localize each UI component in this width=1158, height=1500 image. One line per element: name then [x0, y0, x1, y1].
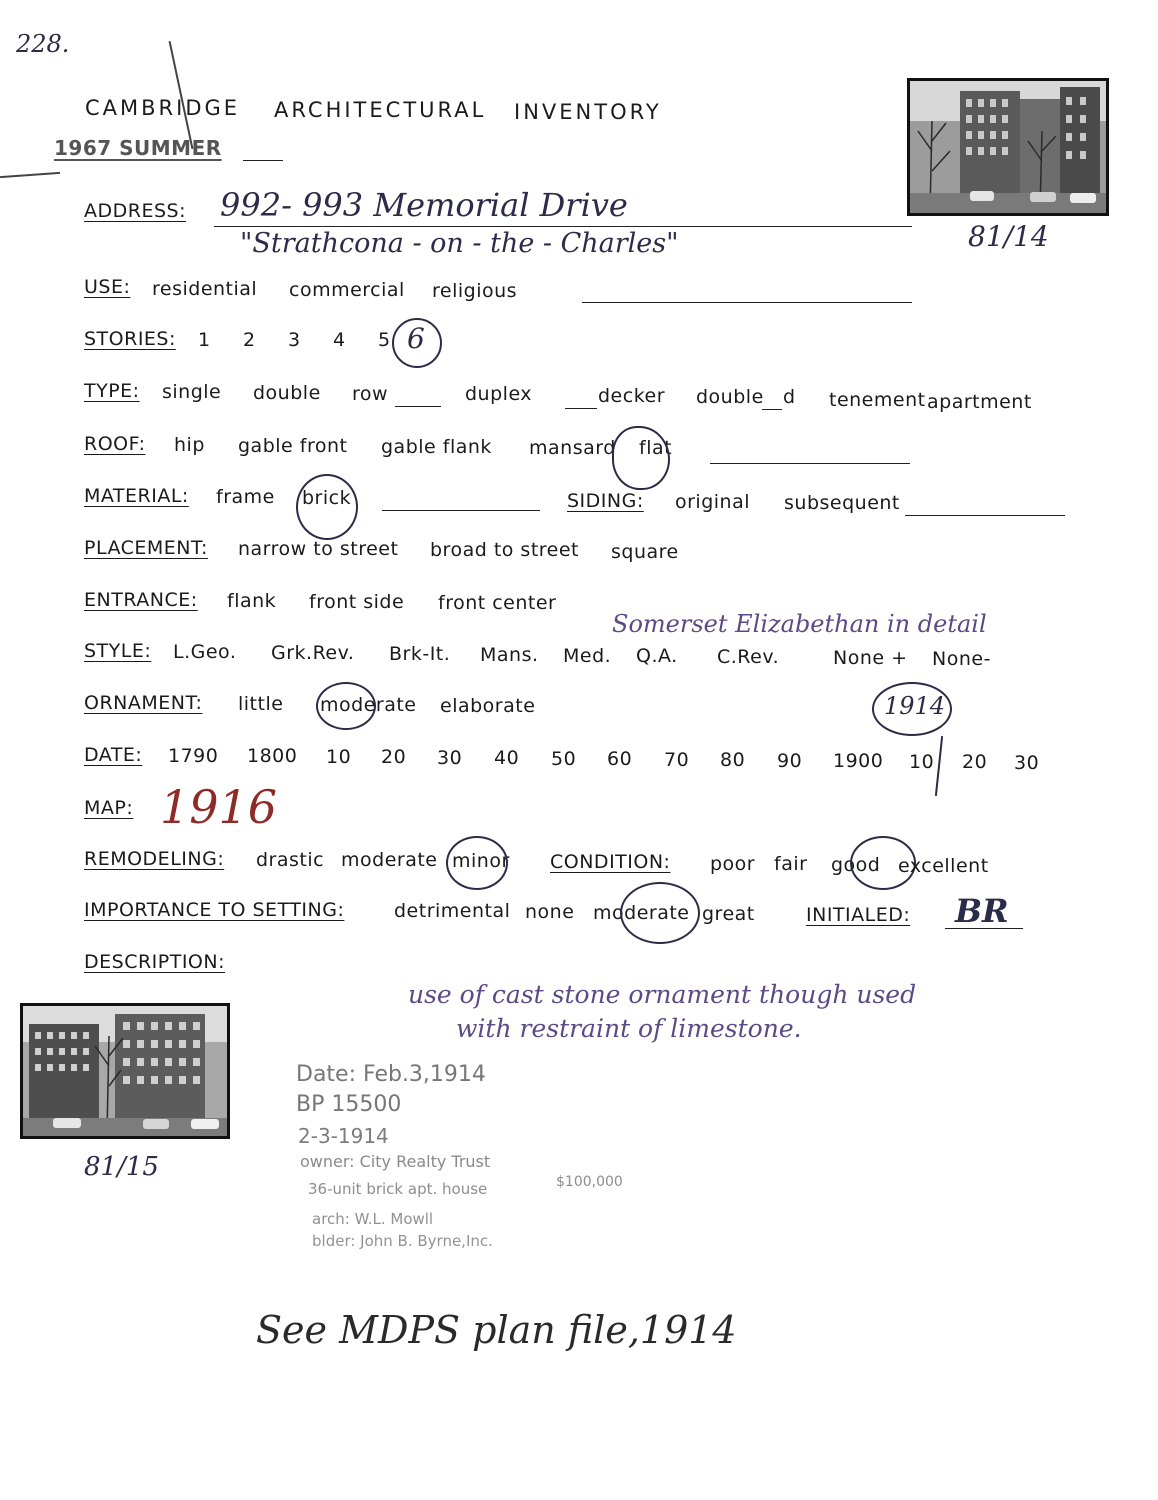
building-name: "Strathcona - on - the - Charles": [240, 228, 679, 259]
date-option: 30: [1014, 752, 1040, 774]
entrance-option: flank: [227, 590, 277, 612]
date-option: 50: [551, 748, 577, 770]
remodeling-label: REMODELING:: [84, 848, 225, 870]
form-title-left: CAMBRIDGE: [85, 96, 241, 120]
date-option: 20: [381, 746, 407, 768]
date-option: 1900: [833, 750, 884, 772]
ornament-label: ORNAMENT:: [84, 692, 203, 714]
style-label: STYLE:: [84, 640, 152, 662]
date-option: 10: [326, 746, 352, 768]
stories-option: 4: [333, 329, 346, 351]
roof-label: ROOF:: [84, 433, 146, 455]
building-photo-bottom: [20, 1003, 230, 1139]
permit-note: 36-unit brick apt. house: [308, 1180, 488, 1198]
permit-note: blder: John B. Byrne,Inc.: [312, 1232, 493, 1250]
date-handwritten: 1914: [884, 692, 946, 720]
remodeling-option: minor: [452, 850, 510, 872]
description-label: DESCRIPTION:: [84, 951, 226, 973]
material-option: brick: [302, 487, 352, 509]
stray-pencil-line-left: [0, 172, 60, 178]
use-blank: [582, 302, 912, 303]
date-option: 20: [962, 751, 988, 773]
importance-label: IMPORTANCE TO SETTING:: [84, 899, 345, 921]
roof-option: mansard: [529, 437, 616, 459]
permit-note: owner: City Realty Trust: [300, 1152, 491, 1171]
date-option: 60: [607, 748, 633, 770]
material-circle: [296, 474, 358, 540]
permit-note: arch: W.L. Mowll: [312, 1210, 434, 1228]
date-option: 1790: [168, 745, 219, 767]
address-label: ADDRESS:: [84, 200, 186, 222]
type-blank: [565, 408, 597, 409]
type-option: d: [783, 386, 796, 408]
ornament-option: little: [238, 693, 284, 715]
style-option: L.Geo.: [173, 641, 237, 663]
date-option: 40: [494, 747, 520, 769]
material-option: frame: [216, 486, 275, 508]
siding-option: subsequent: [784, 492, 900, 514]
type-option: single: [162, 381, 222, 403]
map-handwritten: 1916: [160, 780, 278, 834]
use-option: religious: [432, 280, 518, 302]
placement-label: PLACEMENT:: [84, 537, 208, 559]
stories-option: 3: [288, 329, 301, 351]
stray-pencil-line: [169, 41, 194, 149]
building-photo-top: [907, 78, 1109, 216]
placement-option: broad to street: [430, 539, 580, 561]
photo-top-caption: 81/14: [968, 220, 1049, 253]
roof-blank: [710, 463, 910, 464]
type-blank: [762, 409, 782, 410]
type-blank: [395, 406, 441, 407]
survey-rule: [243, 160, 283, 161]
form-title-right: INVENTORY: [514, 100, 662, 124]
use-option: residential: [152, 278, 258, 300]
style-option: Mans.: [480, 644, 539, 666]
placement-option: square: [611, 541, 679, 563]
importance-circle: [620, 882, 700, 944]
importance-option: moderate: [593, 902, 690, 924]
style-handwritten-note: Somerset Elizabethan in detail: [612, 610, 987, 638]
date-option: 80: [720, 749, 746, 771]
date-tick-mark: [935, 736, 943, 796]
initialed-label: INITIALED:: [806, 904, 911, 926]
remodeling-option: moderate: [341, 849, 438, 871]
type-option: tenement: [829, 389, 926, 411]
style-option: Q.A.: [636, 645, 678, 667]
stories-label: STORIES:: [84, 328, 176, 350]
siding-blank: [905, 515, 1065, 516]
type-option: double: [253, 382, 321, 404]
use-label: USE:: [84, 276, 131, 298]
address-value: 992- 993 Memorial Drive: [220, 186, 628, 224]
map-label: MAP:: [84, 797, 134, 819]
type-label: TYPE:: [84, 380, 140, 402]
ornament-circle: [316, 682, 376, 730]
roof-option: gable front: [238, 435, 348, 457]
siding-option: original: [675, 491, 751, 513]
date-option: 70: [664, 749, 690, 771]
condition-option: fair: [774, 853, 808, 875]
style-option: Brk-It.: [389, 643, 451, 665]
type-option: decker: [598, 385, 666, 407]
description-line-2: with restraint of limestone.: [456, 1014, 802, 1043]
permit-note: 2-3-1914: [298, 1124, 389, 1148]
stories-circled-value: 6: [407, 322, 425, 355]
ornament-option: moderate: [320, 694, 417, 716]
permit-note: $100,000: [556, 1174, 623, 1190]
description-line-1: use of cast stone ornament though used: [408, 980, 917, 1009]
roof-circle: [612, 426, 673, 490]
style-option: Med.: [563, 645, 612, 667]
permit-note: Date: Feb.3,1914: [296, 1062, 486, 1087]
style-option: None +: [833, 647, 908, 669]
placement-option: narrow to street: [238, 538, 399, 560]
importance-option: none: [525, 901, 575, 923]
condition-label: CONDITION:: [550, 851, 671, 873]
type-option: double: [696, 386, 764, 408]
survey-stamp: 1967 SUMMER: [54, 136, 222, 160]
stories-option: 5: [378, 329, 391, 351]
permit-note: BP 15500: [296, 1092, 402, 1117]
entrance-option: front side: [309, 591, 405, 613]
date-option: 30: [437, 747, 463, 769]
style-option: Grk.Rev.: [271, 642, 355, 664]
style-option: None-: [932, 648, 991, 670]
style-option: C.Rev.: [717, 646, 780, 668]
ornament-option: elaborate: [440, 695, 536, 717]
address-rule: [214, 226, 912, 227]
type-option: apartment: [927, 391, 1032, 413]
material-label: MATERIAL:: [84, 485, 189, 507]
condition-option: good: [831, 854, 881, 876]
entrance-option: front center: [438, 592, 557, 614]
date-option: 90: [777, 750, 803, 772]
initialed-rule: [945, 928, 1023, 929]
form-title-mid: ARCHITECTURAL: [274, 98, 487, 122]
stories-option: 2: [243, 329, 256, 351]
roof-option: gable flank: [381, 436, 492, 458]
use-option: commercial: [289, 279, 405, 301]
corner-note: 228.: [16, 30, 70, 58]
roof-option: hip: [174, 434, 205, 456]
stories-option: 1: [198, 329, 211, 351]
date-option: 1800: [247, 745, 298, 767]
remodeling-circle: [446, 836, 508, 890]
material-blank: [382, 510, 540, 511]
condition-option: excellent: [898, 855, 989, 877]
footer-handwritten-note: See MDPS plan file,1914: [256, 1308, 737, 1352]
date-option: 10: [909, 751, 935, 773]
initialed-value: BR: [955, 892, 1009, 930]
entrance-label: ENTRANCE:: [84, 589, 198, 611]
condition-option: poor: [710, 853, 756, 875]
siding-label: SIDING:: [567, 490, 644, 512]
importance-option: great: [702, 903, 755, 925]
photo-bottom-caption: 81/15: [84, 1152, 159, 1182]
remodeling-option: drastic: [256, 849, 325, 871]
type-option: row: [352, 383, 389, 405]
roof-option: flat: [639, 437, 673, 459]
type-option: duplex: [465, 383, 533, 405]
importance-option: detrimental: [394, 900, 511, 922]
date-label: DATE:: [84, 744, 143, 766]
